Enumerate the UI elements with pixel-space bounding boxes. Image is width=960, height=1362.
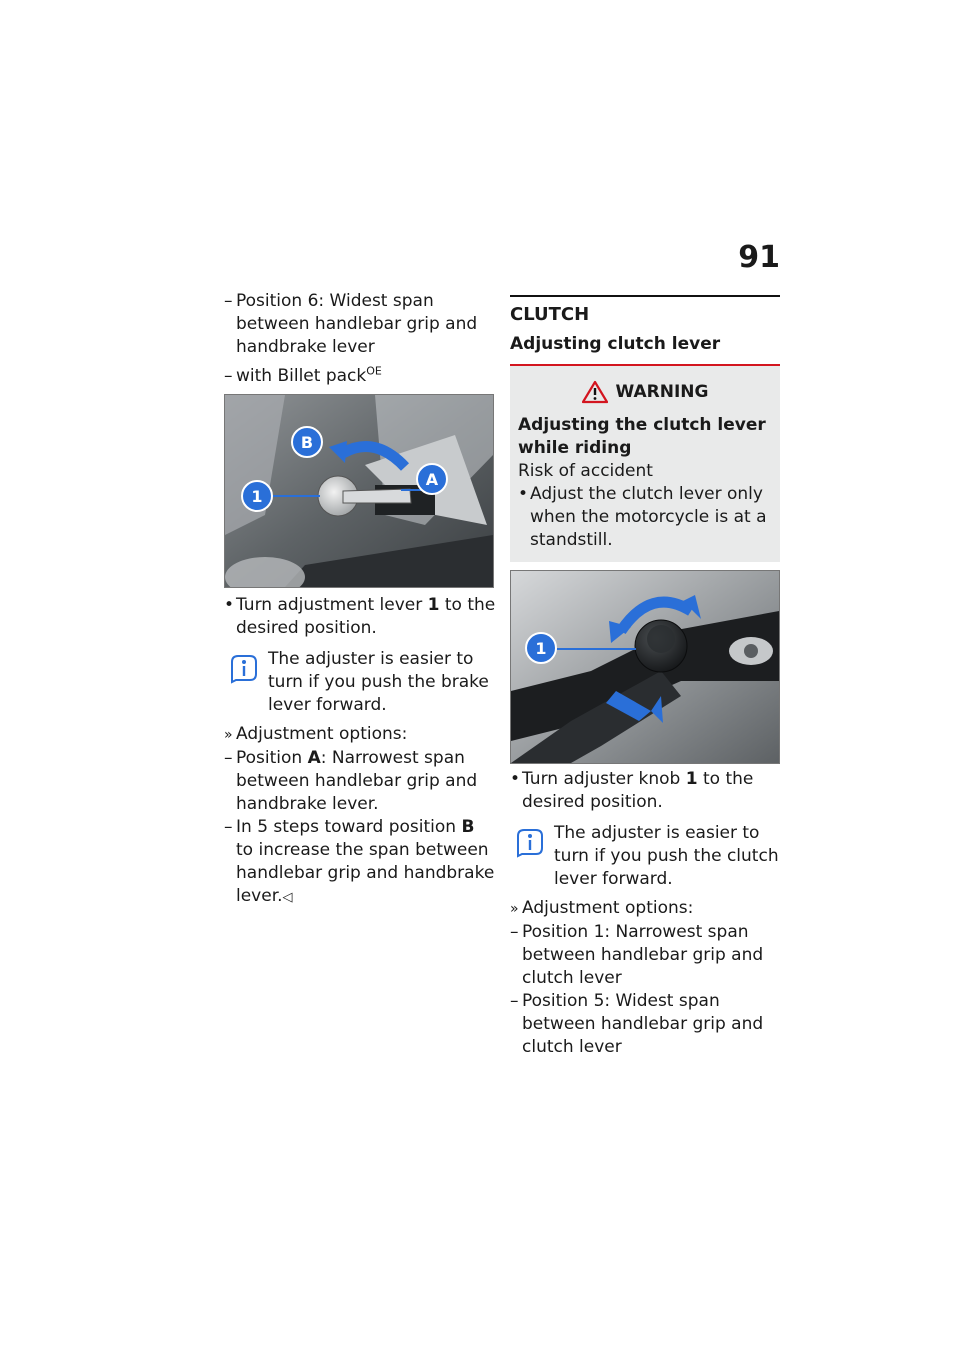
- option-b-text-end: to increase the span between handlebar grip and handbrake lever.: [236, 840, 495, 906]
- position-5-item: – Position 5: Widest span between handlebar grip and clutch lever: [510, 990, 780, 1059]
- step-text-end: to the desired position.: [522, 769, 754, 812]
- brake-lever-photo: [224, 394, 494, 588]
- option-a-text: Position: [236, 748, 308, 768]
- option-a-letter: A: [307, 748, 321, 768]
- warning-label: WARNING: [615, 381, 709, 402]
- clutch-options-result: » Adjustment options:: [510, 897, 780, 921]
- warning-triangle-icon: [582, 380, 608, 404]
- clutch-note-text: The adjuster is easier to turn if you push the clutch lever forward.: [554, 823, 779, 889]
- option-a-text-end: : Narrowest span between handlebar grip and handbrake lever.: [236, 748, 478, 814]
- info-icon: [512, 826, 548, 862]
- section-title: CLUTCH: [510, 304, 590, 325]
- warning-box: [510, 366, 780, 562]
- option-b-letter: B: [461, 817, 475, 837]
- turn-lever-step: [224, 594, 496, 640]
- step-text-end: to the desired position.: [236, 595, 496, 638]
- clutch-lever-photo: [510, 570, 780, 764]
- step-text: Turn adjustment lever: [236, 595, 428, 615]
- warning-action: • Adjust the clutch lever only when the motorcycle is at a standstill.: [518, 483, 772, 552]
- marker-1-label: 1: [251, 487, 263, 506]
- step-number: 1: [685, 769, 698, 789]
- warning-title: Adjusting the clutch lever while riding: [518, 415, 766, 458]
- info-icon: [226, 652, 262, 688]
- position-a-item: [224, 747, 496, 816]
- marker-a-label: A: [425, 470, 439, 489]
- oe-superscript: OE: [366, 364, 382, 378]
- step-text: Turn adjuster knob: [522, 769, 686, 789]
- billet-pack-text: with Billet pack: [236, 366, 367, 386]
- subsection-title: Adjusting clutch lever: [510, 333, 780, 366]
- position-1-item: – Position 1: Narrowest span between handlebar grip and clutch lever: [510, 921, 780, 990]
- option-b-text: In 5 steps toward position: [236, 817, 462, 837]
- position-6-item: – Position 6: Widest span between handlebar grip and handbrake lever: [224, 290, 496, 359]
- warning-risk: Risk of accident: [518, 461, 653, 481]
- clutch-note: [510, 822, 780, 891]
- brake-lever-illustration: [225, 395, 493, 587]
- position-b-item: [224, 816, 496, 909]
- brake-note-text: The adjuster is easier to turn if you push the brake lever forward.: [268, 649, 489, 715]
- clutch-lever-illustration: [511, 571, 779, 763]
- end-mark: ◁: [282, 890, 293, 905]
- clutch-marker-1-label: 1: [535, 639, 547, 658]
- left-column: [224, 290, 496, 909]
- adjust-options-result: » Adjustment options:: [224, 723, 496, 747]
- brake-note: [224, 648, 496, 717]
- turn-knob-step: [510, 768, 780, 814]
- warning-header: [518, 380, 772, 404]
- section-rule: [510, 295, 780, 297]
- billet-pack-item: [224, 365, 496, 388]
- marker-b-label: B: [300, 433, 314, 452]
- right-column: [510, 295, 780, 1059]
- page-number: 91: [738, 240, 780, 275]
- step-number: 1: [427, 595, 440, 615]
